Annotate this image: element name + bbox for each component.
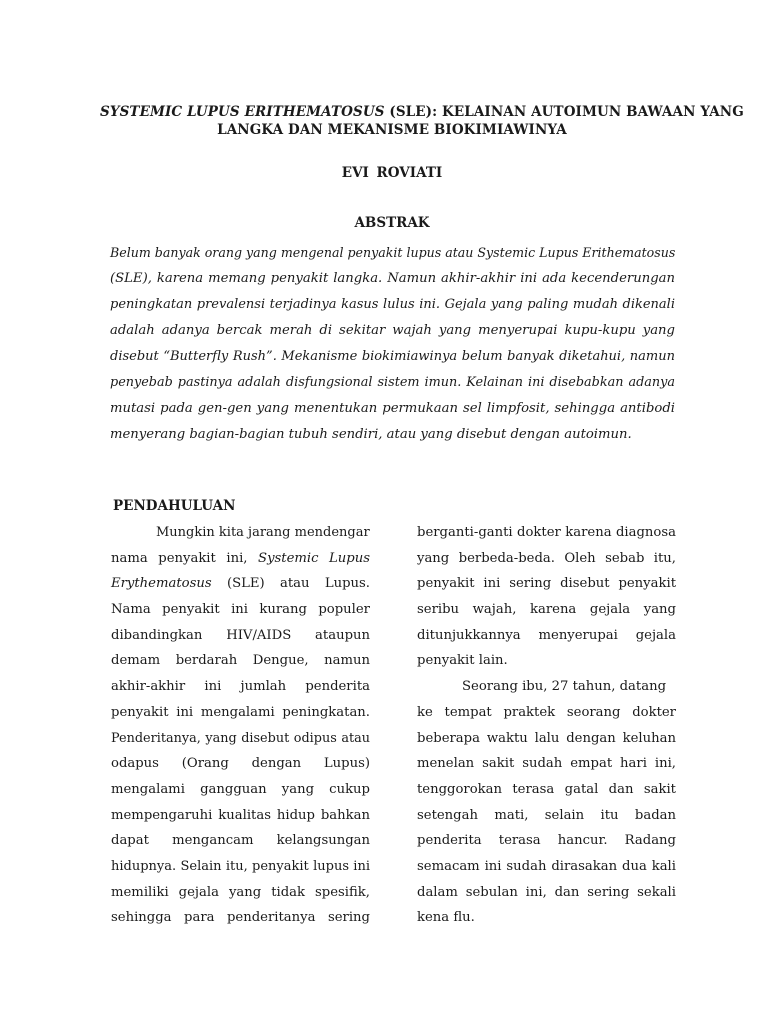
column-line: Mungkin kita jarang mendengar [156, 525, 370, 540]
column-line: berganti-ganti dokter karena diagnosa [417, 525, 676, 540]
column-line: yang berbeda-beda. Oleh sebab itu, [417, 550, 676, 566]
column-line: dapat mengancam kelangsungan [111, 833, 370, 849]
abstract-heading: ABSTRAK [354, 215, 430, 231]
column-line: hidupnya. Selain itu, penyakit lupus ini [111, 858, 370, 874]
title-line-1-rest: (SLE): KELAINAN AUTOIMUN BAWAAN YANG [384, 104, 744, 120]
column-line: menelan sakit sudah empat hari ini, [417, 756, 676, 772]
column-line-italic: Erythematosus [111, 576, 212, 592]
column-line: memiliki gejala yang tidak spesifik, [111, 884, 370, 900]
column-line: odapus (Orang dengan Lupus) [111, 756, 370, 772]
column-line: demam berdarah Dengue, namun [111, 653, 370, 669]
paper-title [100, 103, 744, 139]
title-italic-term: SYSTEMIC LUPUS ERITHEMATOSUS [100, 104, 385, 120]
column-line-text: nama penyakit ini, [111, 550, 259, 566]
column-line-italic: Systemic Lupus [258, 550, 370, 566]
column-line: sehingga para penderitanya sering [111, 910, 370, 926]
abstract-line: disebut “Butterfly Rush”. Mekanisme biokimiawinya belum banyak diketahui, namun [110, 349, 675, 364]
column-line: penyakit lain. [417, 653, 508, 669]
column-line: semacam ini sudah dirasakan dua kali [417, 858, 676, 874]
right-text-column [417, 520, 676, 931]
abstract-text [110, 240, 675, 448]
column-line: beberapa waktu lalu dengan keluhan [417, 730, 676, 746]
column-line: penderita terasa hancur. Radang [417, 833, 676, 849]
left-text-column [111, 520, 370, 931]
column-line: ke tempat praktek seorang dokter [417, 704, 676, 720]
title-line-2: LANGKA DAN MEKANISME BIOKIMIAWINYA [217, 122, 567, 138]
abstract-line: peningkatan prevalensi terjadinya kasus lulus ini. Gejala yang paling mudah dikenali [110, 297, 675, 312]
column-line: dibandingkan HIV/AIDS ataupun [111, 627, 370, 643]
column-line: Seorang ibu, 27 tahun, datang [462, 679, 667, 695]
column-line: penyakit ini sering disebut penyakit [417, 576, 676, 592]
column-line: mengalami gangguan yang cukup [111, 781, 370, 797]
abstract-line: adalah adanya bercak merah di sekitar wajah yang menyerupai kupu-kupu yang [110, 323, 675, 338]
abstract-line: penyebab pastinya adalah disfungsional sistem imun. Kelainan ini disebabkan adanya [110, 375, 675, 390]
column-line: mempengaruhi kualitas hidup bahkan [111, 807, 370, 823]
author-name: EVI ROVIATI [341, 165, 443, 181]
column-line [111, 546, 370, 572]
column-line [111, 571, 370, 597]
column-line: seribu wajah, karena gejala yang [417, 602, 676, 618]
column-line: ditunjukkannya menyerupai gejala [417, 627, 676, 643]
abstract-line: menyerang bagian-bagian tubuh sendiri, atau yang disebut dengan autoimun. [110, 427, 632, 442]
column-line: akhir-akhir ini jumlah penderita [111, 679, 370, 695]
column-line: Penderitanya, yang disebut odipus atau [111, 730, 370, 746]
abstract-line: mutasi pada gen-gen yang menentukan permukaan sel limpfosit, sehingga antibodi [110, 401, 675, 416]
column-line-text: (SLE) atau Lupus. [211, 576, 370, 592]
column-line: kena flu. [417, 910, 475, 926]
abstract-line: Belum banyak orang yang mengenal penyakit lupus atau Systemic Lupus Erithematosus [110, 245, 676, 260]
title-line-1 [100, 103, 744, 121]
column-line: setengah mati, selain itu badan [417, 807, 676, 823]
column-line: Nama penyakit ini kurang populer [111, 602, 370, 618]
column-line: tenggorokan terasa gatal dan sakit [417, 781, 676, 797]
section-heading-introduction: PENDAHULUAN [113, 498, 236, 514]
abstract-line: (SLE), karena memang penyakit langka. Namun akhir-akhir ini ada kecenderungan [110, 271, 675, 286]
column-line: dalam sebulan ini, dan sering sekali [417, 884, 676, 900]
column-line: penyakit ini mengalami peningkatan. [111, 704, 370, 720]
